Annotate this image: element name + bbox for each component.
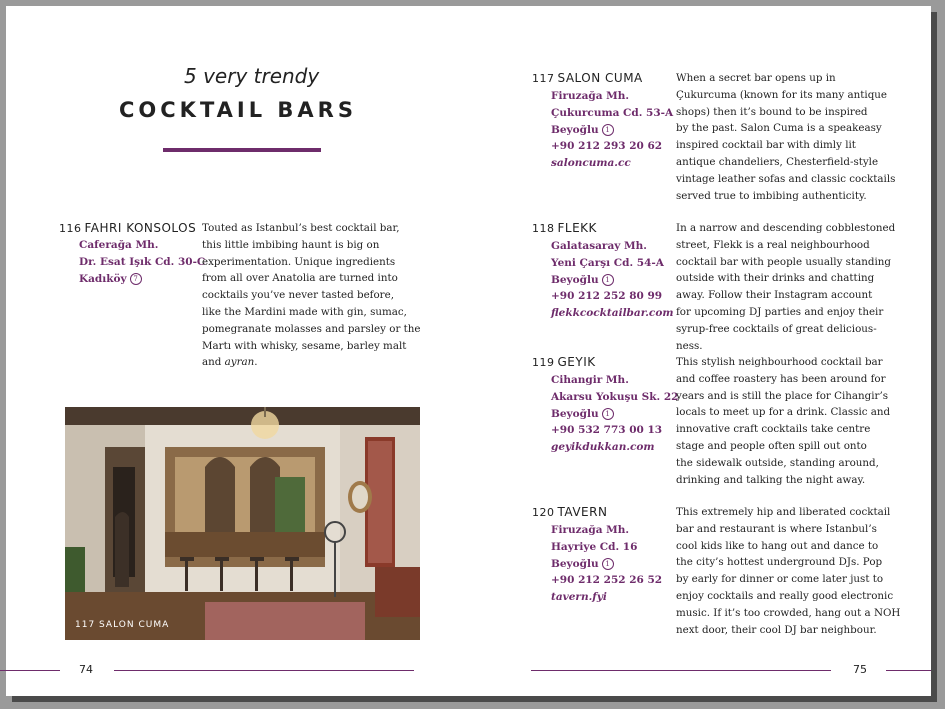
entry-address (551, 238, 673, 322)
title-underline (163, 148, 321, 152)
address-line: Kadıköy (79, 272, 127, 285)
entry-heading (532, 71, 643, 85)
address-line: Beyoğlu (551, 557, 599, 570)
district-badge: 1 (602, 558, 614, 570)
entry-name: GEYIK (557, 355, 596, 369)
description-line: served true to imbibing authenticity. (676, 189, 867, 202)
description-line: This stylish neighbourhood cocktail bar (676, 356, 883, 368)
entry-number: 119 (532, 356, 555, 369)
address-line: Hayriye Cd. 16 (551, 540, 638, 553)
description-line: cocktail bar with people usually standing (676, 255, 891, 268)
entry-description (676, 220, 901, 354)
footer-rule-right (886, 670, 931, 671)
photo-caption: 117 SALON CUMA (75, 620, 170, 630)
description-line: Touted as Istanbul’s best cocktail bar, (202, 222, 400, 234)
address-line: Beyoğlu (551, 123, 599, 136)
website-url: saloncuma.cc (551, 157, 631, 170)
address-line: Dr. Esat Işık Cd. 30-C (79, 255, 206, 268)
description-line: for upcoming DJ parties and enjoy their (676, 305, 884, 318)
description-line: syrup-free cocktails of great delicious-ness. (676, 322, 877, 352)
bar-photo (65, 407, 420, 640)
description-line: by the past. Salon Cuma is a speakeasy (676, 122, 882, 135)
description-line (202, 354, 422, 371)
website-url: geyikdukkan.com (551, 441, 655, 454)
phone-number: +90 532 773 00 13 (551, 424, 663, 437)
description-line: away. Follow their Instagram account (676, 289, 873, 302)
entry-number: 118 (532, 222, 555, 235)
entry-number: 120 (532, 506, 555, 519)
entry-heading (532, 221, 597, 235)
entry-description (676, 354, 896, 488)
address-line: Beyoğlu (551, 407, 599, 420)
phone-number: +90 212 252 26 52 (551, 574, 663, 587)
address-line: Galatasaray Mh. (551, 240, 647, 252)
district-badge: 1 (602, 274, 614, 286)
description-line: In a narrow and descending cobblestoned (676, 222, 896, 234)
description-line: cocktails you’ve never tasted before, (202, 289, 394, 302)
description-line: stage and people often spill out onto (676, 439, 867, 452)
description-line: enjoy cocktails and really good electronic (676, 589, 894, 602)
district-badge: 7 (130, 273, 142, 285)
description-line: antique chandeliers, Chesterfield-style (676, 155, 879, 168)
description-line: next door, their cool DJ bar neighbour. (676, 623, 877, 636)
district-badge: 1 (602, 408, 614, 420)
description-line: the city’s hottest underground DJs. Pop (676, 556, 883, 569)
description-line: years and is still the place for Cihangir’s (676, 389, 889, 402)
website-url: tavern.fyi (551, 591, 607, 604)
phone-number: +90 212 293 20 62 (551, 140, 663, 153)
phone-number: +90 212 252 80 99 (551, 290, 663, 303)
address-line: Firuzağa Mh. (551, 524, 630, 536)
entry-name: TAVERN (557, 505, 608, 519)
website-url: flekkcocktailbar.com (551, 307, 674, 320)
description-line: pomegranate molasses and parsley or the (202, 322, 421, 335)
address-line: Firuzağa Mh. (551, 90, 630, 102)
description-line: and coffee roastery has been around for (676, 372, 886, 385)
description-line: the sidewalk outside, standing around, (676, 456, 879, 469)
entry-heading (59, 221, 196, 235)
address-line: Cihangir Mh. (551, 374, 629, 386)
entry-address (551, 522, 662, 606)
description-text: . (254, 356, 258, 369)
description-line: from all over Anatolia are turned into (202, 272, 398, 285)
entry-number: 117 (532, 72, 555, 85)
bar-interior-illustration (65, 407, 420, 640)
description-line: this little imbibing haunt is big on (202, 238, 380, 251)
description-italic-word: ayran (224, 356, 255, 369)
entry-heading (532, 505, 607, 519)
description-line: like the Mardini made with gin, sumac, (202, 305, 407, 318)
entry-address (551, 372, 678, 456)
description-line: This extremely hip and liberated cocktail (676, 506, 891, 518)
footer-rule-left (0, 670, 60, 671)
description-line: music. If it’s too crowded, hang out a NOH (676, 606, 901, 619)
footer-rule-left-long (114, 670, 414, 671)
footer-rule-right-long (531, 670, 831, 671)
description-text: and (202, 356, 225, 369)
address-line: Caferağa Mh. (79, 239, 159, 251)
entry-description (676, 504, 901, 638)
district-badge: 1 (602, 124, 614, 136)
description-line: bar and restaurant is where Istanbul’s (676, 522, 877, 535)
entry-number: 116 (59, 222, 82, 235)
entry-name: SALON CUMA (557, 71, 643, 85)
page-number-left: 74 (79, 663, 93, 676)
description-line: innovative craft cocktails take centre (676, 423, 871, 436)
entry-description (676, 70, 896, 204)
description-line: outside with their drinks and chatting (676, 272, 875, 285)
entry-description (202, 220, 422, 371)
description-line: experimentation. Unique ingredients (202, 255, 396, 268)
page-number-right: 75 (853, 663, 867, 676)
description-line: cool kids like to hang out and dance to (676, 539, 879, 552)
entry-name: FAHRI KONSOLOS (84, 221, 197, 235)
book-spread (6, 6, 931, 696)
description-line: shops) then it’s bound to be inspired (676, 105, 868, 118)
entry-name: FLEKK (557, 221, 597, 235)
description-line: inspired cocktail bar with dimly lit (676, 139, 856, 152)
description-line: locals to meet up for a drink. Classic and (676, 406, 891, 419)
description-line: When a secret bar opens up in (676, 72, 836, 84)
section-title: COCKTAIL BARS (119, 98, 357, 122)
description-line: by early for dinner or come later just to (676, 573, 884, 586)
description-line: drinking and talking the night away. (676, 473, 866, 486)
description-line: street, Flekk is a real neighbourhood (676, 238, 870, 251)
description-line: vintage leather sofas and classic cocktails (676, 172, 896, 185)
description-line: Çukurcuma (known for its many antique (676, 88, 888, 101)
entry-address (551, 88, 673, 172)
address-line: Çukurcuma Cd. 53-A (551, 106, 674, 119)
address-line: Yeni Çarşı Cd. 54-A (551, 256, 664, 269)
description-line: Martı with whisky, sesame, barley malt (202, 339, 407, 352)
entry-address (79, 237, 205, 287)
address-line: Akarsu Yokuşu Sk. 22 (551, 390, 679, 403)
section-subtitle: 5 very trendy (184, 64, 320, 88)
entry-heading (532, 355, 596, 369)
address-line: Beyoğlu (551, 273, 599, 286)
